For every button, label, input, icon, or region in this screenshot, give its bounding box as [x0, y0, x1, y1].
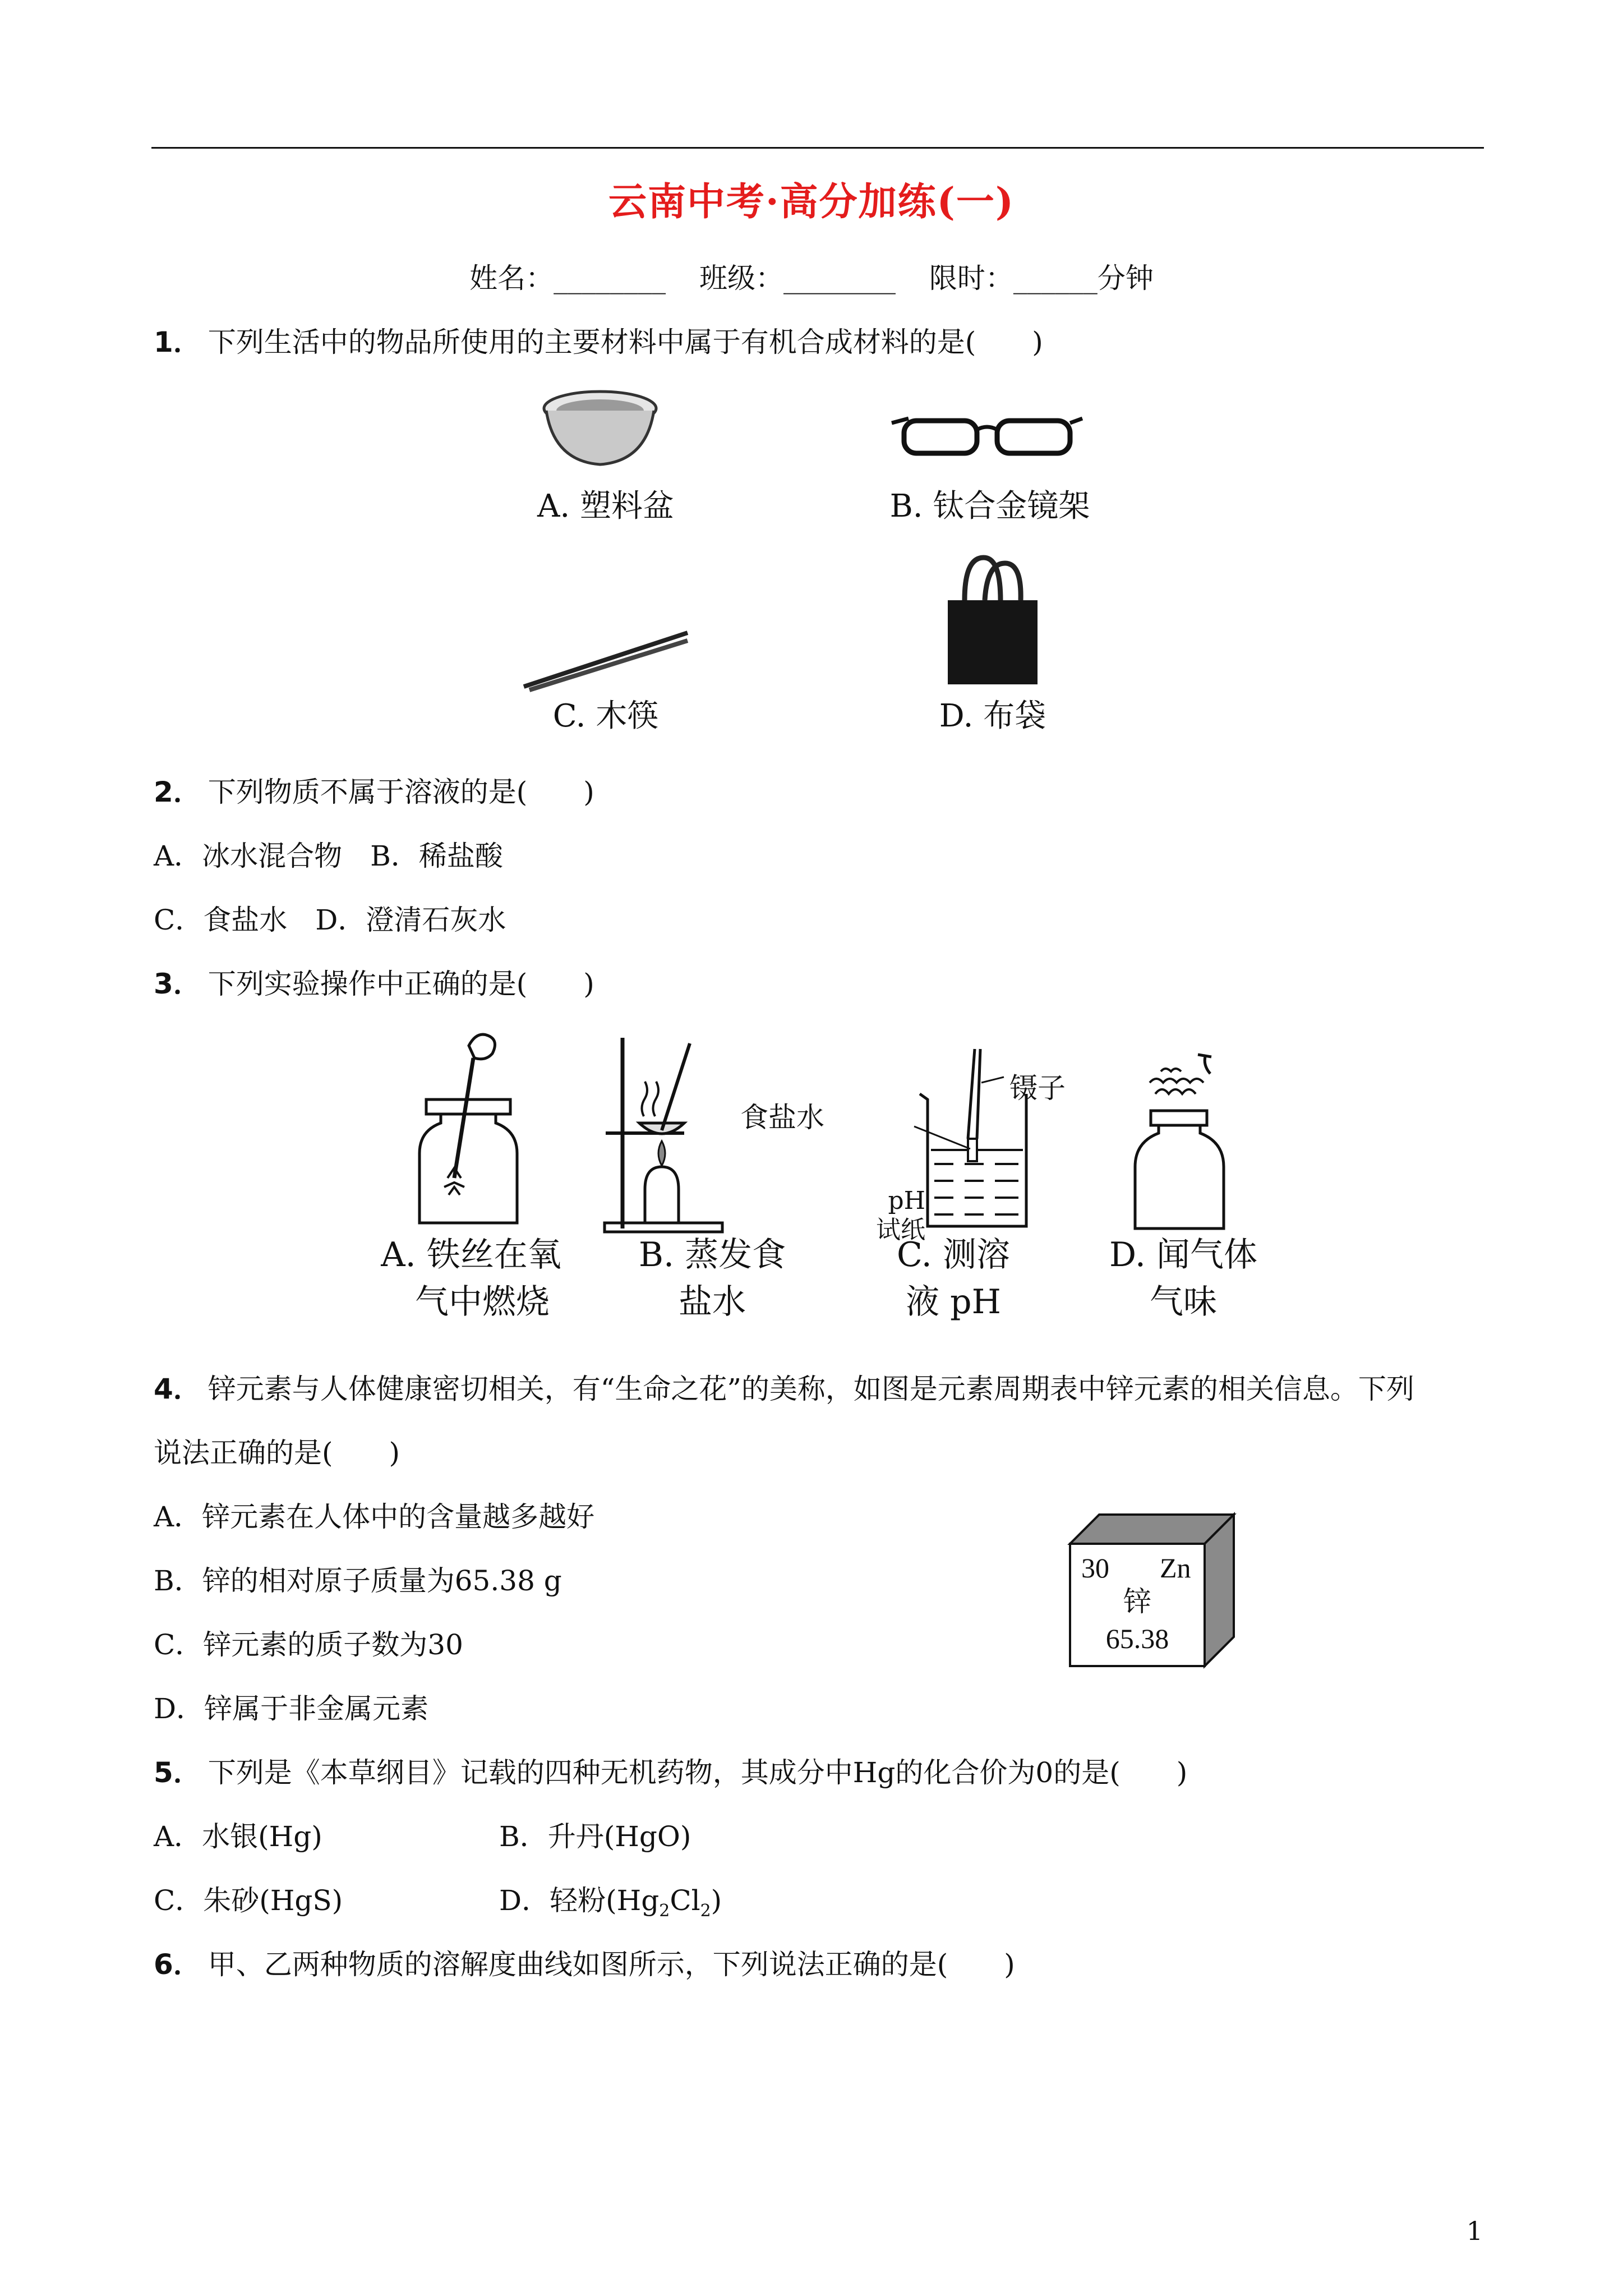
- caption-line: 气味: [1150, 1282, 1217, 1322]
- name-field: 姓名：________: [469, 262, 666, 295]
- time-field: 限时：______分钟: [929, 262, 1154, 295]
- question-text: 下列实验操作中正确的是( ): [208, 968, 594, 1000]
- q2-options-line2: C．食盐水 D．澄清石灰水: [154, 904, 506, 936]
- question-text: 下列是《本草纲目》记载的四种无机药物，其成分中Hg的化合价为0的是( ): [208, 1756, 1188, 1789]
- caption-line: C. 测溶: [897, 1235, 1010, 1274]
- formula-part: Cl: [670, 1884, 700, 1917]
- question-text: 锌元素与人体健康密切相关，有“生命之花”的美称，如图是元素周期表中锌元素的相关信息。下列: [208, 1373, 1414, 1405]
- class-field: 班级：________: [699, 262, 896, 295]
- q4-option-d: D．锌属于非金属元素: [154, 1692, 429, 1725]
- evaporation-setup-icon: [600, 1032, 735, 1234]
- tweezers-label: 镊子: [1009, 1072, 1066, 1105]
- zinc-element-card: [1066, 1509, 1239, 1672]
- atomic-mass: 65.38: [1105, 1623, 1169, 1654]
- q1-option-d: D. 布袋: [939, 698, 1046, 734]
- formula-part: D．轻粉(Hg: [499, 1884, 660, 1917]
- question-number: 6．: [154, 1948, 201, 1981]
- formula-subscript: 2: [700, 1901, 711, 1921]
- q3-caption-d: [1082, 1231, 1284, 1326]
- smelling-gas-icon: [1127, 1049, 1234, 1234]
- question-3: [154, 961, 594, 1002]
- q4-option-c: C．锌元素的质子数为30: [154, 1628, 463, 1661]
- iron-wire-burning-icon: [415, 1027, 527, 1234]
- question-5: [154, 1750, 1187, 1791]
- caption-line: B. 蒸发食: [638, 1235, 786, 1274]
- glasses-icon: [892, 415, 1082, 460]
- ph-text: pH: [888, 1186, 925, 1215]
- element-name: 锌: [1123, 1586, 1151, 1617]
- test-paper-text: 试纸: [876, 1216, 925, 1244]
- page-number: 1: [1466, 2216, 1483, 2246]
- question-number: 2．: [154, 776, 201, 808]
- q3-caption-a: [359, 1231, 583, 1326]
- question-4: [154, 1366, 1414, 1407]
- plastic-basin-icon: [538, 387, 662, 471]
- question-number: 1．: [154, 326, 201, 358]
- formula-subscript: 2: [659, 1901, 670, 1921]
- caption-line: D. 闻气体: [1109, 1235, 1258, 1274]
- student-info: [0, 256, 1623, 296]
- element-symbol: Zn: [1160, 1552, 1191, 1584]
- question-text: 甲、乙两种物质的溶解度曲线如图所示，下列说法正确的是( ): [208, 1948, 1015, 1981]
- question-number: 5．: [154, 1756, 201, 1789]
- cloth-bag-icon: [942, 555, 1043, 690]
- salt-water-label: 食盐水: [740, 1101, 824, 1134]
- q4-option-b: B．锌的相对原子质量为65.38 g: [154, 1565, 562, 1597]
- caption-line: 液 pH: [906, 1282, 1001, 1322]
- q1-option-a: A. 塑料盆: [537, 488, 675, 524]
- chopsticks-icon: [522, 628, 690, 690]
- q4-option-a: A．锌元素在人体中的含量越多越好: [154, 1501, 595, 1533]
- question-text: 下列物质不属于溶液的是( ): [208, 776, 594, 808]
- q5-option-b: B．升丹(HgO): [499, 1820, 691, 1853]
- q5-option-d: [499, 1878, 722, 1921]
- page-title: 云南中考·高分加练(一): [608, 180, 1015, 224]
- q1-option-b: B. 钛合金镜架: [889, 488, 1090, 524]
- q3-caption-b: [611, 1231, 813, 1326]
- question-number: 3．: [154, 968, 201, 1000]
- atomic-number: 30: [1081, 1552, 1109, 1584]
- question-2: [154, 770, 594, 810]
- q5-option-a: A．水银(Hg): [154, 1820, 322, 1853]
- question-6: [154, 1942, 1015, 1982]
- header-rule: [151, 147, 1484, 149]
- formula-part: ): [711, 1884, 722, 1917]
- q2-options-line1: A．冰水混合物 B．稀盐酸: [154, 840, 503, 872]
- q3-caption-c: [880, 1231, 1026, 1326]
- caption-line: 气中燃烧: [415, 1282, 550, 1322]
- q1-option-c: C. 木筷: [552, 698, 659, 734]
- caption-line: A. 铁丝在氧: [381, 1235, 561, 1274]
- question-text: 下列生活中的物品所使用的主要材料中属于有机合成材料的是( ): [208, 326, 1043, 358]
- q5-option-c: C．朱砂(HgS): [154, 1884, 343, 1917]
- question-4-continued: 说法正确的是( ): [154, 1437, 400, 1469]
- question-1: [154, 320, 1043, 360]
- question-number: 4．: [154, 1373, 201, 1405]
- caption-line: 盐水: [679, 1282, 746, 1322]
